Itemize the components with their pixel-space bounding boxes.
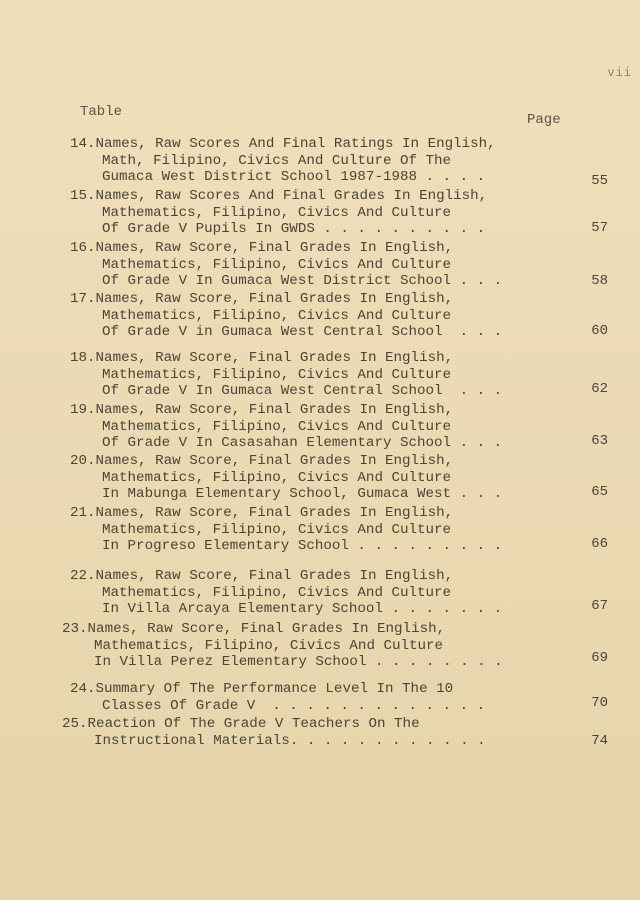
entry-line: Names, Raw Scores And Final Grades In English,	[95, 188, 488, 204]
toc-entry-18	[70, 350, 590, 400]
entry-line: Names, Raw Score, Final Grades In English,	[95, 350, 454, 366]
entry-line: Names, Raw Score, Final Grades In English,	[95, 240, 454, 256]
entry-line: Names, Raw Scores And Final Ratings In English,	[95, 136, 496, 152]
entry-line: Names, Raw Score, Final Grades In English,	[95, 568, 454, 584]
page-number-20: 65	[591, 484, 608, 500]
entry-line: Names, Raw Score, Final Grades In English,	[95, 505, 454, 521]
entry-line: Names, Raw Score, Final Grades In English,	[95, 453, 454, 469]
toc-entry-24	[70, 681, 590, 714]
entry-line: Math, Filipino, Civics And Culture Of The	[102, 152, 452, 169]
toc-entry-15	[70, 188, 590, 238]
toc-entry-17	[70, 291, 590, 341]
toc-entry-25	[62, 716, 582, 749]
entry-line: Of Grade V in Gumaca West Central School . . .	[102, 324, 503, 340]
entry-line: Mathematics, Filipino, Civics And Culture	[102, 307, 452, 324]
page-number-23: 69	[591, 650, 608, 666]
entry-line: Classes Of Grade V . . . . . . . . . . . . .	[102, 697, 486, 714]
page-number-16: 58	[591, 273, 608, 289]
entry-line: Of Grade V In Gumaca West District School . . .	[102, 273, 503, 289]
page-number-25: 74	[591, 733, 608, 749]
entry-line: Mathematics, Filipino, Civics And Culture	[102, 366, 452, 383]
toc-entry-20	[70, 453, 590, 503]
entry-number: 21.	[70, 505, 96, 521]
entry-line: Mathematics, Filipino, Civics And Culture	[102, 204, 452, 221]
entry-line: Mathematics, Filipino, Civics And Culture	[102, 469, 452, 486]
page-number-18: 62	[591, 381, 608, 397]
entry-line: In Villa Arcaya Elementary School . . . . . . .	[102, 601, 503, 617]
entry-line: Gumaca West District School 1987-1988 . . . .	[102, 169, 486, 185]
entry-line: Names, Raw Score, Final Grades In English,	[95, 402, 454, 418]
entry-number: 15.	[70, 188, 96, 204]
toc-entry-21	[70, 505, 590, 555]
entry-number: 19.	[70, 402, 96, 418]
page-number-15: 57	[591, 220, 608, 236]
entry-line: Of Grade V In Casasahan Elementary School . . .	[102, 435, 503, 451]
entry-number: 20.	[70, 453, 96, 469]
corner-page-number: vii	[607, 66, 632, 80]
entry-line: Instructional Materials. . . . . . . . . . . .	[94, 732, 486, 749]
page-column-header: Page	[527, 112, 561, 128]
page-number-17: 60	[591, 323, 608, 339]
entry-line: Mathematics, Filipino, Civics And Culture	[94, 637, 444, 654]
toc-entry-22	[70, 568, 590, 618]
table-column-header: Table	[80, 104, 123, 120]
entry-line: Mathematics, Filipino, Civics And Culture	[102, 584, 452, 601]
toc-entry-16	[70, 240, 590, 290]
entry-line: Summary Of The Performance Level In The 10	[95, 681, 454, 697]
entry-number: 22.	[70, 568, 96, 584]
entry-line: In Mabunga Elementary School, Gumaca West . . .	[102, 486, 503, 502]
entry-number: 17.	[70, 291, 96, 307]
entry-number: 24.	[70, 681, 96, 697]
entry-line: Mathematics, Filipino, Civics And Culture	[102, 256, 452, 273]
entry-line: In Villa Perez Elementary School . . . . . . . .	[94, 654, 503, 670]
entry-line: In Progreso Elementary School . . . . . . . . .	[102, 538, 503, 554]
page-number-22: 67	[591, 598, 608, 614]
page-number-21: 66	[591, 536, 608, 552]
entry-number: 16.	[70, 240, 96, 256]
entry-line: Of Grade V Pupils In GWDS . . . . . . . . . .	[102, 221, 486, 237]
entry-number: 25.	[62, 716, 88, 732]
page-number-14: 55	[591, 173, 608, 189]
toc-entry-14	[70, 136, 590, 186]
toc-entry-23	[62, 621, 582, 671]
entry-line: Mathematics, Filipino, Civics And Culture	[102, 521, 452, 538]
entry-line: Names, Raw Score, Final Grades In English,	[95, 291, 454, 307]
page-number-24: 70	[591, 695, 608, 711]
page-number-19: 63	[591, 433, 608, 449]
entry-line: Of Grade V In Gumaca West Central School . . .	[102, 383, 503, 399]
entry-line: Reaction Of The Grade V Teachers On The	[87, 716, 420, 732]
toc-entry-19	[70, 402, 590, 452]
entry-line: Mathematics, Filipino, Civics And Culture	[102, 418, 452, 435]
entry-number: 18.	[70, 350, 96, 366]
entry-line: Names, Raw Score, Final Grades In English,	[87, 621, 446, 637]
entry-number: 23.	[62, 621, 88, 637]
entry-number: 14.	[70, 136, 96, 152]
